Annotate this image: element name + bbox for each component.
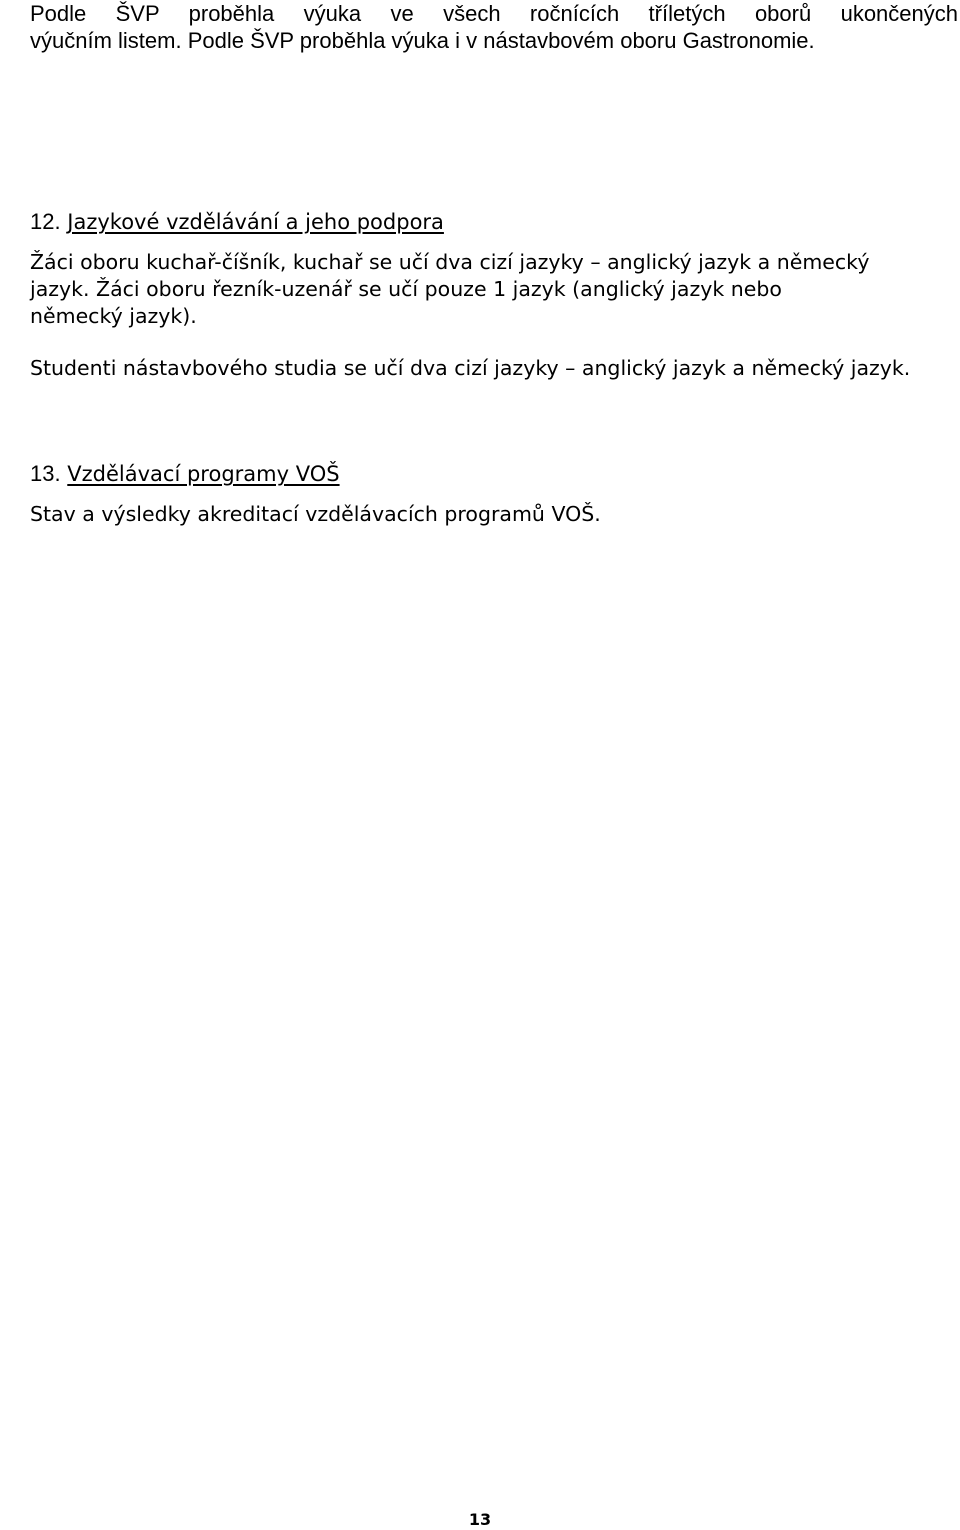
page-number: 13 (468, 1510, 492, 1529)
section-13-title: Vzdělávací programy VOŠ (67, 462, 340, 486)
section-13-paragraph-1: Stav a výsledky akreditací vzdělávacích programů VOŠ. (30, 502, 601, 526)
intro-line-2: výučním listem. Podle ŠVP proběhla výuka i v nástavbovém oboru Gastronomie. (30, 28, 815, 53)
section-12-number: 12. (30, 209, 61, 234)
section-13-number: 13. (30, 461, 61, 486)
intro-paragraph (30, 0, 958, 54)
section-12-heading (30, 209, 444, 235)
section-13-heading (30, 461, 340, 487)
section-12-title: Jazykové vzdělávání a jeho podpora (67, 210, 444, 234)
intro-line-1: Podle ŠVP proběhla výuka ve všech ročnících tříletých oborů ukončených (30, 1, 958, 26)
section-12-paragraph-1: Žáci oboru kuchař-číšník, kuchař se učí dva cizí jazyky – anglický jazyk a německý jazyk. Žáci oboru řezník-uzenář se učí pouze 1 jazyk (anglický jazyk nebo německý jazyk). (30, 250, 870, 328)
section-12-paragraph-2: Studenti nástavbového studia se učí dva cizí jazyky – anglický jazyk a německý jazyk. (30, 356, 911, 380)
